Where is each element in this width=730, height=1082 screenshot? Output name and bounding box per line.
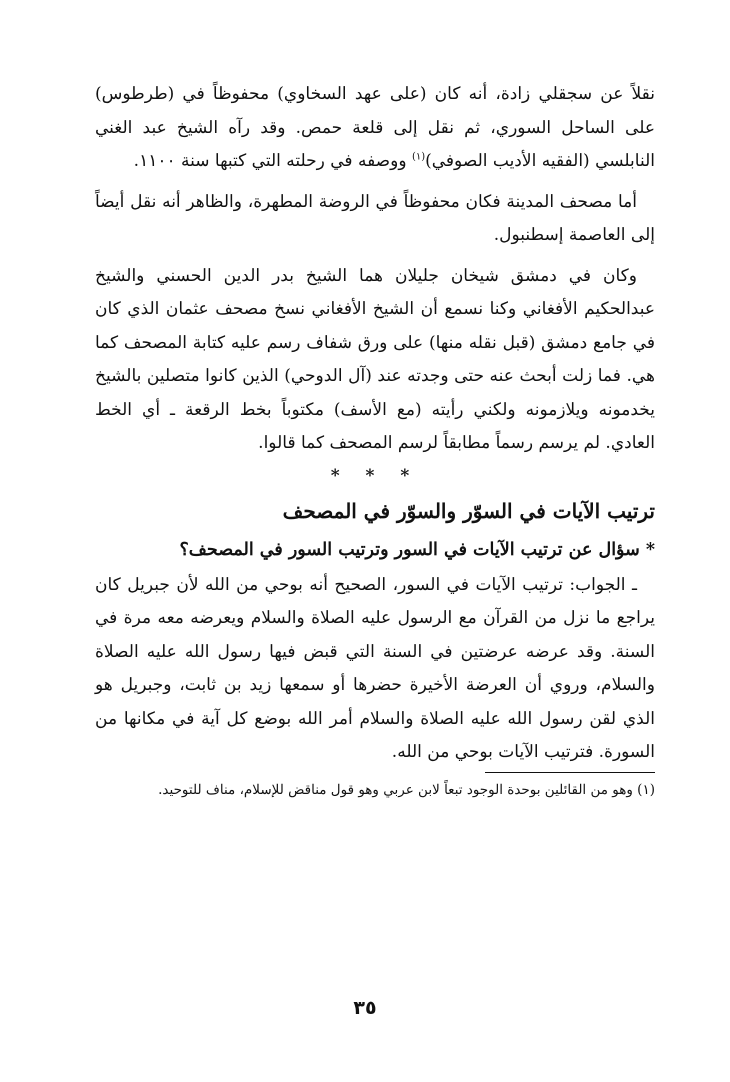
- section-separator: * * *: [330, 465, 420, 486]
- page-body: [95, 78, 655, 803]
- footnote: (١) وهو من القائلين بوحدة الوجود تبعاً لابن عربي وهو قول مناقض للإسلام، مناف للتوحيد.: [158, 781, 655, 798]
- footnote-divider: [485, 772, 655, 773]
- page-number: ٣٥: [353, 997, 377, 1019]
- paragraph-1-end: ووصفه في رحلته التي كتبها سنة ١١٠٠.: [133, 151, 412, 171]
- section-title: ترتيب الآيات في السوّر والسوّر في المصحف: [282, 498, 655, 523]
- paragraph-3: وكان في دمشق شيخان جليلان هما الشيخ بدر الدين الحسني والشيخ عبدالحكيم الأفغاني وكنا نسمع أن الشيخ الأفغاني نسخ مصحف عثمان الذي كان في جامع دمشق (قبل نقله منها) على ورق شفاف رسم عليه كتابة المصحف كما هي. فما زلت أبحث عنه حتى وجدته عند (آل الدوحي) الذين كانوا متصلين بالشيخ يخدمونه ويلازمونه ولكني رأيته (مع الأسف) مكتوباً بخط الرقعة ـ أي الخط العادي. لم يرسم رسماً مطابقاً لرسم المصحف كما قالوا.: [95, 265, 655, 453]
- footnote-reference: (١): [411, 151, 426, 163]
- answer-paragraph: ـ الجواب: ترتيب الآيات في السور، الصحيح أنه بوحي من الله لأن جبريل كان يراجع ما نزل من القرآن مع الرسول عليه الصلاة والسلام ويعرضه معه مرة في السنة. وقد عرضه عرضتين في السنة التي قبض فيها رسول الله عليه الصلاة والسلام، وروي أن العرضة الأخيرة حضرها أو سمعها زيد بن ثابت، وجبريل هو الذي لقن رسول الله عليه الصلاة والسلام أمر الله بوضع كل آية في مكانها من السورة. فترتيب الآيات بوحي من الله.: [95, 574, 655, 762]
- paragraph-2: أما مصحف المدينة فكان محفوظاً في الروضة المطهرة، والظاهر أنه نقل أيضاً إلى العاصمة إسطنبول.: [95, 191, 655, 245]
- paragraph-1: [95, 78, 655, 179]
- paragraph-1-text: نقلاً عن سجقلي زادة، أنه كان (على عهد السخاوي) محفوظاً في (طرطوس) على الساحل السوري، ثم نقل إلى قلعة حمص. وقد رآه الشيخ عبد الغني النابلسي (الفقيه الأديب الصوفي): [95, 84, 655, 171]
- question-heading: * سؤال عن ترتيب الآيات في السور وترتيب السور في المصحف؟: [179, 539, 655, 560]
